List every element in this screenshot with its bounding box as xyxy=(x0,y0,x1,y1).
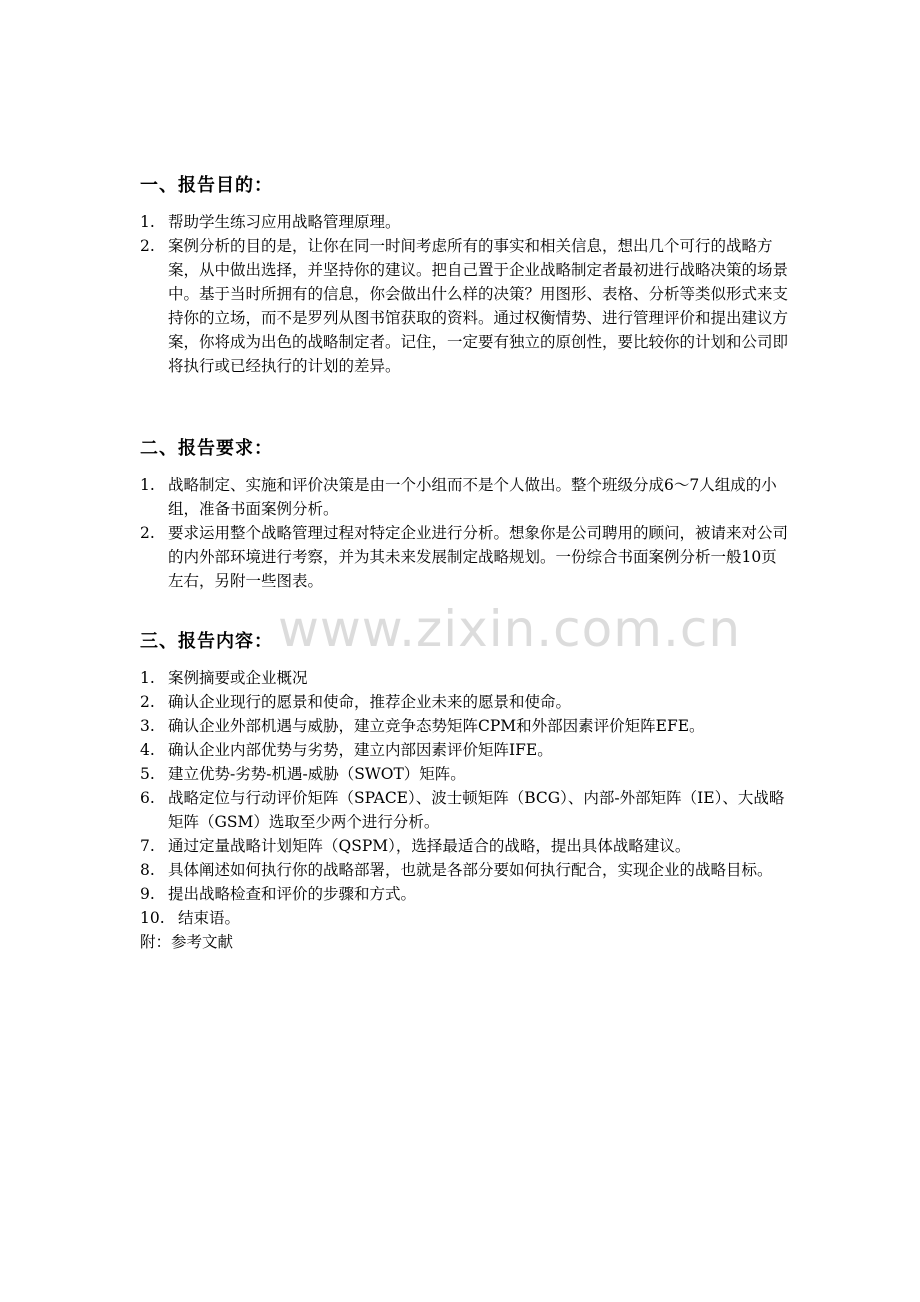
numbered-list xyxy=(140,473,790,593)
list-item xyxy=(140,858,790,882)
item-text: 确认企业外部机遇与威胁，建立竞争态势矩阵CPM和外部因素评价矩阵EFE。 xyxy=(168,717,705,735)
list-item xyxy=(140,234,790,378)
list-item xyxy=(140,762,790,786)
section-report-content xyxy=(140,630,790,954)
item-number: 1. xyxy=(140,213,155,231)
item-text: 案例摘要或企业概况 xyxy=(168,669,308,687)
item-number: 3. xyxy=(140,717,155,735)
list-item xyxy=(140,882,790,906)
item-text: 提出战略检查和评价的步骤和方式。 xyxy=(168,885,417,903)
list-item xyxy=(140,473,790,521)
list-item xyxy=(140,738,790,762)
item-text: 战略定位与行动评价矩阵（SPACE）、波士顿矩阵（BCG）、内部-外部矩阵（IE）、大战略矩阵（GSM）选取至少两个进行分析。 xyxy=(168,789,785,831)
numbered-list xyxy=(140,666,790,930)
section-report-requirements xyxy=(140,437,790,593)
appendix-note: 附：参考文献 xyxy=(140,933,234,951)
item-text: 确认企业现行的愿景和使命，推荐企业未来的愿景和使命。 xyxy=(168,693,572,711)
list-item xyxy=(140,690,790,714)
section-heading: 三、报告内容： xyxy=(140,631,273,652)
item-number: 2. xyxy=(140,693,155,711)
section-heading: 二、报告要求： xyxy=(140,438,273,459)
section-report-purpose xyxy=(140,174,790,378)
item-number: 10. xyxy=(140,909,165,927)
section-heading: 一、报告目的： xyxy=(140,175,273,196)
item-text: 案例分析的目的是，让你在同一时间考虑所有的事实和相关信息，想出几个可行的战略方案，从中做出选择，并坚持你的建议。把自己置于企业战略制定者最初进行战略决策的场景中。基于当时所拥有的信息，你会做出什么样的决策？用图形、表格、分析等类似形式来支持你的立场，而不是罗列从图书馆获取的资料。通过权衡情势、进行管理评价和提出建议方案，你将成为出色的战略制定者。记住，一定要有独立的原创性，要比较你的计划和公司即将执行或已经执行的计划的差异。 xyxy=(168,237,789,375)
list-item xyxy=(140,714,790,738)
item-text: 帮助学生练习应用战略管理原理。 xyxy=(168,213,401,231)
list-item xyxy=(140,666,790,690)
item-number: 2. xyxy=(140,237,155,255)
item-text: 确认企业内部优势与劣势，建立内部因素评价矩阵IFE。 xyxy=(168,741,553,759)
item-number: 2. xyxy=(140,524,155,542)
item-number: 6. xyxy=(140,789,155,807)
list-item xyxy=(140,906,790,930)
list-item xyxy=(140,521,790,593)
list-item xyxy=(140,210,790,234)
item-number: 4. xyxy=(140,741,155,759)
item-number: 7. xyxy=(140,837,155,855)
numbered-list xyxy=(140,210,790,378)
item-number: 1. xyxy=(140,476,155,494)
item-text: 通过定量战略计划矩阵（QSPM），选择最适合的战略，提出具体战略建议。 xyxy=(168,837,691,855)
item-number: 5. xyxy=(140,765,155,783)
item-text: 具体阐述如何执行你的战略部署，也就是各部分要如何执行配合，实现企业的战略目标。 xyxy=(168,861,773,879)
item-text: 结束语。 xyxy=(178,909,241,927)
item-text: 建立优势-劣势-机遇-威胁（SWOT）矩阵。 xyxy=(168,765,466,783)
item-number: 8. xyxy=(140,861,155,879)
list-item xyxy=(140,834,790,858)
watermark: www.zixin.com.cn xyxy=(278,600,742,658)
item-number: 1. xyxy=(140,669,155,687)
list-item xyxy=(140,786,790,834)
item-text: 要求运用整个战略管理过程对特定企业进行分析。想象你是公司聘用的顾问，被请来对公司的内外部环境进行考察，并为其未来发展制定战略规划。一份综合书面案例分析一般10页左右，另附一些图表。 xyxy=(168,524,789,590)
item-text: 战略制定、实施和评价决策是由一个小组而不是个人做出。整个班级分成6～7人组成的小组，准备书面案例分析。 xyxy=(168,476,777,518)
item-number: 9. xyxy=(140,885,155,903)
